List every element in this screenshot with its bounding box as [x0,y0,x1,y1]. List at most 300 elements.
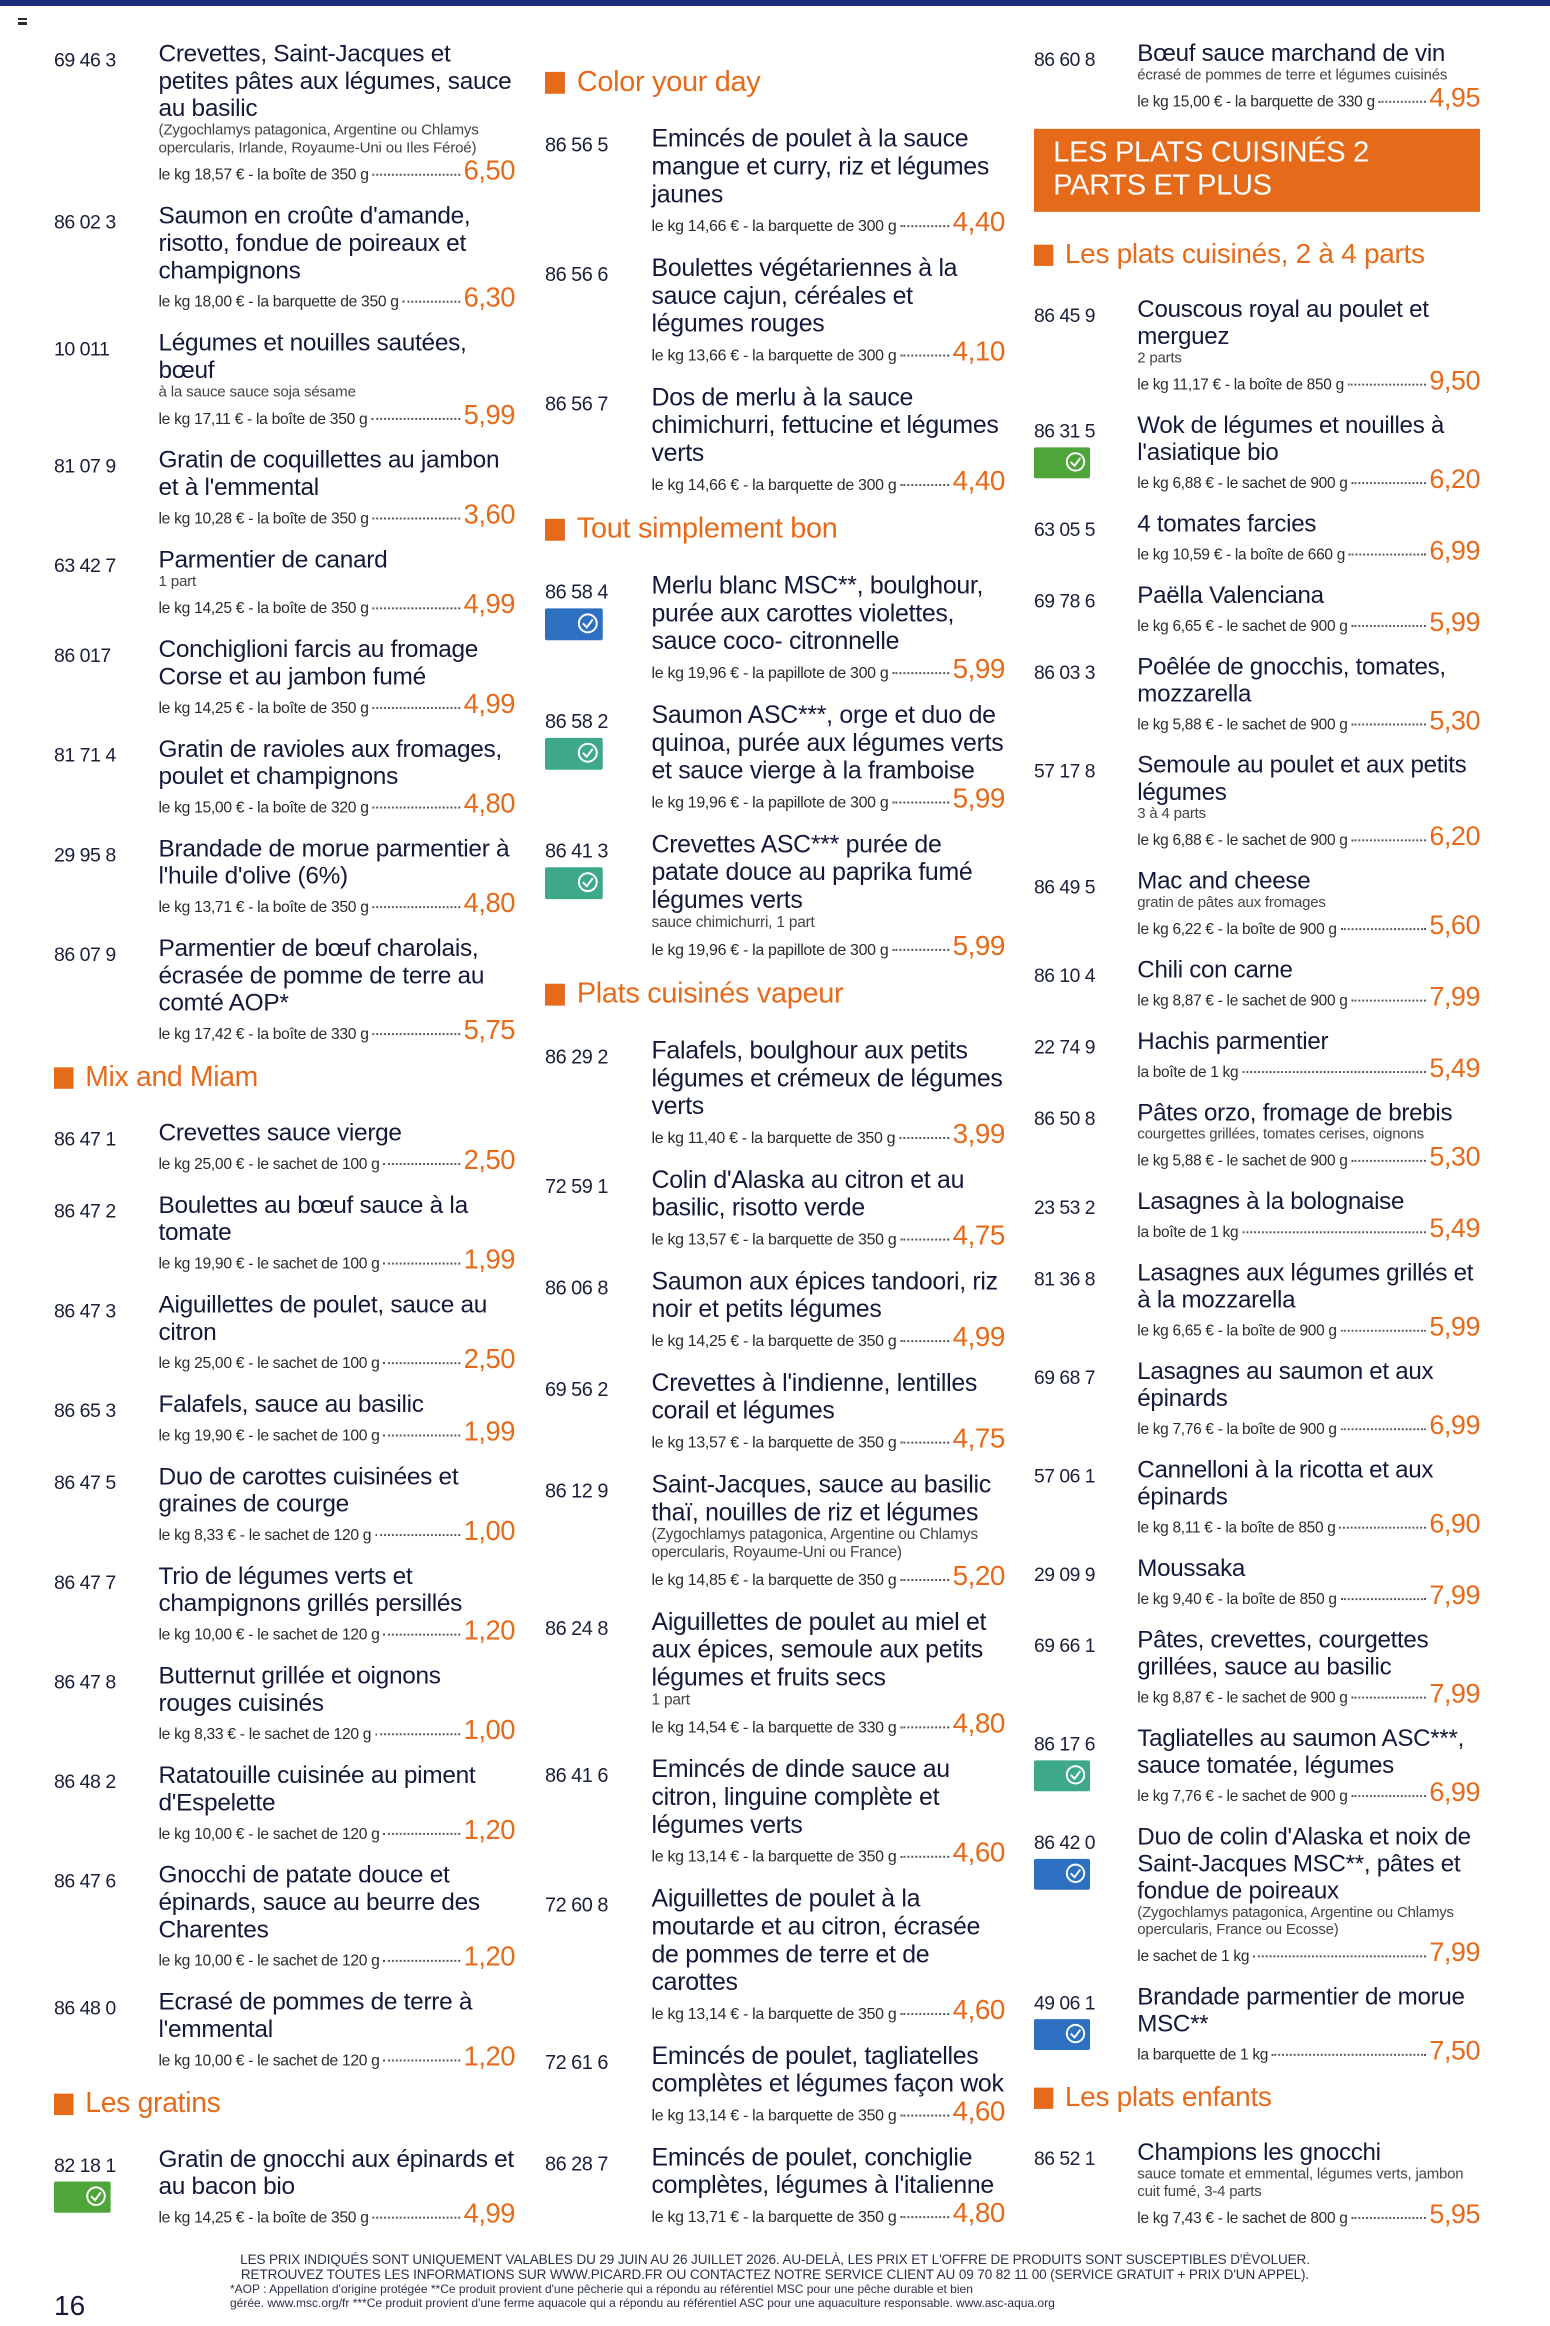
product-code: 86 49 5 [1034,877,1096,899]
product-list [545,572,1005,960]
price-line [158,1246,514,1273]
product-price: 4,99 [463,2198,515,2229]
product-item [54,446,515,528]
product-code-cell [1034,1555,1137,1609]
price-line [158,1517,514,1544]
product-code-cell [545,383,652,494]
price-line [158,1617,514,1644]
unit-price: le kg 5,88 € - le sachet de 900 g [1137,716,1348,734]
unit-price: le kg 6,88 € - le sachet de 900 g [1137,475,1348,492]
unit-price: le kg 8,33 € - le sachet de 120 g [158,1527,372,1544]
price-line [1137,463,1481,494]
product-body [158,1119,514,1174]
price-line [158,1415,515,1447]
product-list [545,125,1005,495]
dot-leader [1351,1160,1425,1162]
unit-price: le kg 10,00 € - le sachet de 120 g [158,2052,380,2070]
product-price: 7,50 [1429,2035,1481,2066]
product-list [54,1119,515,2070]
footer-line: RETROUVEZ TOUTES LES INFORMATIONS SUR WWW.PICARD.FR OU CONTACTEZ NOTRE SERVICE CLIENT AU 09 70 82 11 00 (SERVICE GRATUIT + PRIX D'UN APPEL). [240,2267,1310,2282]
product-price: 5,30 [1429,1141,1481,1172]
column-left [54,40,515,2245]
product-body [1137,510,1480,564]
product-code: 86 29 2 [545,1046,608,1069]
price-line [158,1146,514,1173]
product-price: 4,99 [463,688,515,719]
product-code-cell [1034,1725,1137,1806]
product-item [545,1267,1005,1351]
product-body [652,1036,1005,1147]
product-name: Gnocchi de patate douce et épinards, sauce au beurre des Charentes [158,1861,480,1944]
product-price: 4,80 [463,788,515,819]
product-code: 49 06 1 [1034,1993,1096,2015]
product-price: 5,20 [952,1560,1005,1591]
unit-price: le kg 10,00 € - le sachet de 120 g [158,1826,380,1843]
price-line [158,284,514,311]
product-code-cell [545,701,652,812]
product-code: 69 46 3 [54,49,116,72]
unit-price: le kg 14,25 € - la barquette de 350 g [651,1333,897,1351]
product-list [1034,40,1480,111]
product-code-cell [1034,1626,1137,1707]
product-body [652,125,1005,236]
product-code: 57 06 1 [1034,1465,1096,1488]
product-code-cell [545,1471,652,1590]
product-item [1034,1358,1480,1439]
product-name: Pâtes orzo, fromage de brebis [1137,1099,1453,1127]
product-code: 86 07 9 [54,944,116,966]
section-title-text: Mix and Miam [85,1061,258,1093]
product-item [54,329,515,429]
product-name: Boulettes au bœuf sauce à la tomate [158,1191,468,1247]
product-body [1137,1028,1480,1082]
product-body [1137,1725,1480,1806]
product-item [1034,1725,1480,1806]
product-item [545,1369,1005,1453]
product-code-cell [54,934,158,1043]
product-price: 1,20 [463,1941,515,1972]
unit-price: le kg 6,88 € - le sachet de 900 g [1137,832,1348,850]
product-body [1137,653,1480,734]
product-price: 7,99 [1429,1678,1481,1709]
section-title-text: Les plats enfants [1064,2081,1272,2113]
price-line [652,467,1005,495]
product-code-cell [545,1267,652,1351]
product-code-cell [545,1755,652,1866]
category-banner: LES PLATS CUISINÉS 2 PARTS ET PLUS [1034,129,1480,212]
dot-leader [384,1960,460,1962]
section-title-text: Les plats cuisinés, 2 à 4 parts [1064,238,1425,270]
product-price: 5,30 [1429,705,1481,736]
product-price: 1,20 [463,1615,515,1646]
price-line [1137,1212,1481,1243]
product-name: Mac and cheese [1137,867,1311,895]
product-item [1034,1028,1480,1082]
product-body [1137,1823,1480,1966]
product-code: 72 60 8 [545,1894,608,1917]
product-item [1034,1555,1480,1609]
product-body [1137,752,1480,850]
product-item [1034,1099,1480,1170]
section-title-text: Color your day [576,65,761,98]
product-body [1137,867,1480,938]
unit-price: le kg 15,00 € - la boîte de 320 g [158,799,369,817]
price-line [652,1996,1005,2024]
product-name: Duo de colin d'Alaska et noix de Saint-Jacques MSC**, pâtes et fondue de poireaux [1137,1823,1471,1905]
section-square-icon [545,71,565,93]
product-price: 4,80 [463,887,515,918]
product-name: Crevettes sauce vierge [158,1119,402,1147]
unit-price: le kg 14,54 € - la barquette de 330 g [651,1719,897,1737]
product-name: Tagliatelles au saumon ASC***, sauce tomatée, légumes [1137,1724,1465,1779]
dot-leader [373,518,460,520]
product-body [158,934,514,1043]
product-code: 86 45 9 [1034,305,1096,327]
product-code-cell [545,1036,652,1147]
product-price: 5,99 [463,399,515,430]
product-name: Duo de carottes cuisinées et graines de courge [158,1462,459,1518]
dot-leader [900,1239,948,1241]
price-line [652,1323,1005,1351]
unit-price: le kg 13,57 € - la barquette de 350 g [651,1231,897,1249]
product-code: 86 06 8 [545,1277,608,1300]
unit-price: le kg 8,33 € - le sachet de 120 g [158,1726,372,1744]
price-line [158,2200,514,2227]
product-price: 5,60 [1429,909,1481,940]
bio-label-icon [1034,447,1090,478]
product-price: 4,60 [952,2095,1005,2127]
unit-price: la boîte de 1 kg [1137,1064,1239,1081]
product-body [1137,582,1480,636]
unit-price: le kg 18,57 € - la boîte de 350 g [158,166,369,184]
dot-leader [1348,384,1426,386]
product-body [158,1861,514,1970]
product-code-cell [54,2145,158,2227]
unit-price: le kg 11,40 € - la barquette de 350 g [651,1130,896,1147]
product-code-cell [1034,752,1137,850]
product-item [545,254,1005,365]
product-body [1137,1626,1480,1707]
price-line [1137,367,1480,394]
product-item [54,1119,515,1174]
product-body [158,40,514,185]
menu-icon[interactable] [18,18,27,25]
product-body [1137,1099,1480,1170]
product-price: 1,99 [463,1244,515,1275]
product-name: Semoule au poulet et aux petits légumes [1137,751,1467,806]
product-name: 4 tomates farcies [1137,510,1317,538]
product-code-cell [545,1166,652,1250]
product-code-cell [1034,1188,1137,1242]
product-item [1034,1626,1480,1707]
unit-price: le kg 14,66 € - la barquette de 300 g [651,218,897,236]
product-price: 5,99 [952,929,1005,961]
product-body [158,546,514,618]
section-title-gratins [54,2088,515,2120]
product-item [1034,296,1480,394]
product-name: Gratin de gnocchi aux épinards et au bacon bio [158,2145,514,2201]
dot-leader [384,1634,460,1636]
section-square-icon [1034,2087,1053,2108]
product-list [54,40,515,1044]
footer-line: LES PRIX INDIQUÉS SONT UNIQUEMENT VALABLES DU 29 JUIN AU 26 JUILLET 2026. AU-DELÀ, LES PRIX ET L'OFFRE DE PRODUITS SONT SUSCEPTIBLES D'ÉVOLUER. [240,2252,1310,2267]
product-code-cell [1034,412,1137,493]
product-code: 86 47 2 [54,1201,116,1223]
price-line [651,782,1005,814]
dot-leader [900,2216,948,2218]
dot-leader [1379,101,1426,103]
product-item [1034,1188,1480,1242]
product-body [158,446,514,528]
product-code: 86 56 6 [545,263,608,286]
unit-price: le kg 7,76 € - le sachet de 900 g [1137,1788,1348,1805]
product-name: Colin d'Alaska au citron et au basilic, risotto verde [651,1165,965,1222]
dot-leader [900,2115,948,2117]
product-code-cell [1034,1983,1137,2064]
product-body [158,1391,514,1446]
product-name: Légumes et nouilles sautées, bœuf [158,329,467,384]
product-name: Ratatouille cuisinée au piment d'Espelette [158,1761,476,1817]
product-price: 4,60 [952,1994,1005,2025]
product-code-cell [1034,582,1137,636]
product-name: Cannelloni à la ricotta et aux épinards [1137,1456,1434,1511]
product-code: 86 47 1 [54,1128,116,1151]
dot-leader [900,1579,948,1581]
product-code-cell [1034,40,1137,111]
product-body [1137,1259,1480,1340]
section-title-text: Tout simplement bon [576,512,838,545]
product-code: 86 28 7 [545,2153,608,2176]
product-code-cell [1034,1028,1137,1082]
product-item [54,2145,515,2227]
unit-price: le kg 13,57 € - la barquette de 350 g [651,1434,897,1452]
product-body [1137,1358,1480,1439]
product-name: Trio de légumes verts et champignons grillés persillés [158,1562,463,1618]
price-line [1137,606,1481,637]
product-item [54,202,515,311]
product-item [545,2143,1005,2227]
product-code: 86 47 5 [54,1472,116,1495]
product-price: 5,99 [952,653,1005,685]
product-item [54,1291,515,1373]
product-code-cell [54,1988,158,2070]
product-code: 81 36 8 [1034,1268,1096,1291]
product-code: 86 47 6 [54,1870,116,1893]
unit-price: le kg 25,00 € - le sachet de 100 g [158,1355,380,1372]
product-price: 2,50 [463,1343,515,1374]
product-code-cell [54,835,158,917]
section-title-color [545,66,1005,99]
product-name: Falafels, boulghour aux petits légumes et crémeux de légumes verts [651,1036,1003,1121]
product-body [158,1988,514,2070]
product-name: Aiguillettes de poulet au miel et aux épices, semoule aux petits légumes et fruits secs [651,1607,987,1692]
product-details: (Zygochlamys patagonica, Argentine ou Chlamys opercularis, Royaume-Uni ou France) [651,1526,978,1562]
product-code: 82 18 1 [54,2155,116,2177]
product-code-cell [1034,2139,1137,2228]
price-line [1137,1313,1480,1340]
dot-leader [1349,554,1426,556]
unit-price: le kg 15,00 € - la barquette de 330 g [1137,94,1375,111]
unit-price: le kg 19,90 € - le sachet de 100 g [158,1427,380,1445]
section-title-simple [545,513,1005,546]
product-code: 86 03 3 [1034,662,1096,684]
product-price: 1,99 [463,1415,515,1447]
dot-leader [899,1137,948,1139]
product-name: Saumon ASC***, orge et duo de quinoa, purée aux légumes verts et sauce vierge à la framboise [651,701,1004,785]
product-name: Butternut grillée et oignons rouges cuisinés [158,1662,441,1717]
dot-leader [1351,1795,1425,1797]
price-line [652,1120,1005,1148]
product-code: 63 42 7 [54,555,116,578]
product-price: 4,10 [952,335,1005,367]
product-body [652,572,1005,683]
price-line [1137,537,1480,564]
product-body [1137,40,1480,111]
product-name: Gratin de ravioles aux fromages, poulet et champignons [158,735,502,790]
product-price: 5,75 [463,1014,515,1045]
product-body [652,1608,1005,1737]
product-code: 72 61 6 [545,2051,608,2074]
product-code: 86 24 8 [545,1617,608,1640]
product-name: Emincés de poulet à la sauce mangue et curry, riz et légumes jaunes [651,124,989,209]
dot-leader [892,949,948,951]
product-price: 1,00 [463,1714,515,1746]
product-name: Gratin de coquillettes au jambon et à l'emmental [158,446,500,501]
top-bar [0,0,1550,6]
product-code: 86 017 [54,645,111,667]
product-item [545,2042,1005,2126]
price-line [158,790,514,817]
product-code-cell [1034,1259,1137,1340]
unit-price: le kg 13,14 € - la barquette de 350 g [651,1848,897,1866]
product-body [1137,2139,1480,2228]
price-line [1137,1680,1480,1707]
price-line [1137,1052,1481,1083]
product-item [545,383,1005,494]
product-name: Parmentier de canard [158,545,388,574]
product-item [1034,1456,1480,1537]
product-item [1034,582,1480,636]
asc-label-icon [545,738,603,770]
product-code-cell [54,735,158,817]
product-price: 7,99 [1429,1579,1481,1610]
product-code: 63 05 5 [1034,519,1096,542]
product-price: 4,80 [952,1707,1005,1739]
product-code-cell [54,546,158,618]
price-line [158,1014,515,1045]
price-line [1137,1409,1481,1440]
product-details: 1 part [651,1691,690,1709]
product-body [1137,1188,1480,1242]
product-name: Wok de légumes et nouilles à l'asiatique bio [1137,411,1445,466]
unit-price: le kg 19,96 € - la papillote de 300 g [651,665,889,683]
product-item [1034,412,1480,493]
product-price: 6,50 [463,155,515,186]
dot-leader [1351,625,1425,627]
unit-price: le kg 6,65 € - le sachet de 900 g [1137,618,1348,635]
unit-price: le kg 10,28 € - la boîte de 350 g [158,510,369,528]
product-name: Brandade parmentier de morue MSC** [1137,1983,1465,2038]
product-code: 86 02 3 [54,211,116,234]
product-body [158,735,514,817]
dot-leader [900,355,948,357]
product-name: Paëlla Valenciana [1137,581,1324,609]
dot-leader [373,174,460,176]
product-item [545,125,1005,236]
product-details: sauce tomate et emmental, légumes verts, jambon cuit fumé, 3-4 parts [1137,2165,1464,2200]
product-code: 86 47 8 [54,1671,116,1694]
product-body [158,835,514,917]
product-item [1034,867,1480,938]
product-price: 5,99 [1429,606,1481,637]
dot-leader [1253,1955,1425,1957]
price-line [158,157,514,184]
price-line [652,1562,1005,1590]
product-code-cell [1034,1099,1137,1170]
product-code-cell [1034,1456,1137,1537]
price-line [651,335,1005,367]
product-item [545,701,1005,812]
unit-price: le kg 7,43 € - le sachet de 800 g [1137,2210,1348,2227]
product-body [158,329,514,429]
section-title-text: Plats cuisinés vapeur [576,977,844,1010]
product-code: 86 48 2 [54,1771,116,1793]
product-code: 86 41 3 [545,840,608,863]
product-price: 7,99 [1429,981,1481,1012]
dot-leader [373,807,460,809]
product-details: à la sauce sauce soja sésame [158,383,356,401]
product-code-cell [54,446,158,528]
product-code: 57 17 8 [1034,761,1096,783]
unit-price: le kg 10,00 € - le sachet de 120 g [158,1626,380,1644]
product-name: Lasagnes au saumon et aux épinards [1137,1357,1434,1412]
product-code: 69 68 7 [1034,1367,1096,1389]
unit-price: le kg 13,71 € - la barquette de 350 g [651,2209,897,2227]
product-code-cell [1034,1823,1137,1966]
product-item [54,1463,515,1545]
dot-leader [384,1434,460,1436]
product-code: 86 48 0 [54,1997,116,2020]
dot-leader [1242,1071,1425,1073]
price-line [158,1714,515,1746]
section-title-vapeur [545,978,1005,1011]
product-name: Crevettes à l'indienne, lentilles corail et légumes [651,1368,978,1425]
product-name: Lasagnes aux légumes grillés et à la mozzarella [1137,1259,1474,1314]
unit-price: le kg 14,25 € - la boîte de 350 g [158,600,369,618]
price-line [1137,1939,1480,1966]
product-item [54,636,515,718]
product-list [1034,2139,1480,2228]
product-code: 22 74 9 [1034,1037,1096,1059]
product-item [545,1885,1005,2024]
product-body [1137,296,1480,394]
dot-leader [375,1534,460,1536]
product-name: Aiguillettes de poulet, sauce au citron [158,1290,488,1346]
product-body [652,1471,1005,1590]
product-item [54,934,515,1043]
dot-leader [375,1733,460,1735]
price-line [158,1343,515,1374]
product-code-cell [54,329,158,429]
dot-leader [1242,1231,1425,1233]
unit-price: le kg 17,11 € - la boîte de 350 g [158,411,368,428]
product-body [158,202,514,311]
product-code: 69 78 6 [1034,591,1096,613]
product-price: 6,99 [1429,1409,1481,1440]
product-code: 81 71 4 [54,745,116,767]
product-price: 6,99 [1429,1776,1481,1807]
product-price: 4,80 [952,2197,1005,2229]
